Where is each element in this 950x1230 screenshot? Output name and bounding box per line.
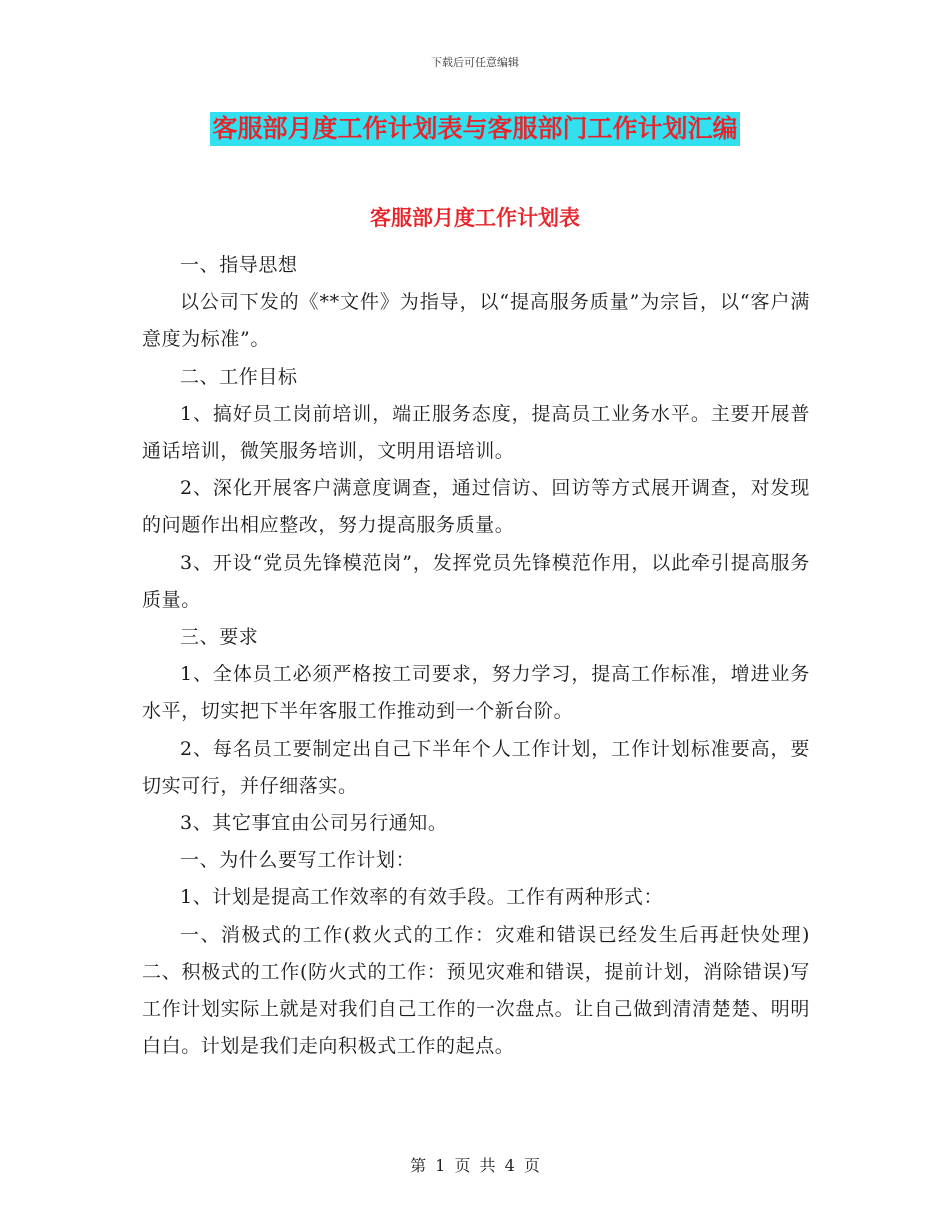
paragraph: 1、全体员工必须严格按工司要求，努力学习，提高工作标准，增进业务水平，切实把下半年客服工作推动到一个新台阶。 — [142, 663, 810, 723]
paragraph: 3、其它事宜由公司另行通知。 — [180, 812, 448, 835]
page-number: 第 1 页 共 4 页 — [410, 1156, 540, 1175]
document-body — [142, 247, 810, 1065]
paragraph: 1、计划是提高工作效率的有效手段。工作有两种形式： — [180, 886, 664, 909]
page-header-note: 下载后可任意编辑 — [431, 56, 519, 69]
sub-title: 客服部月度工作计划表 — [370, 206, 580, 230]
paragraph: 一、为什么要写工作计划： — [180, 849, 416, 872]
main-title: 客服部月度工作计划表与客服部门工作计划汇编 — [210, 112, 739, 146]
main-title-container — [0, 112, 950, 146]
paragraph: 以公司下发的《**文件》为指导，以“提高服务质量”为宗旨，以“客户满意度为标准”。 — [142, 291, 810, 351]
paragraph: 2、每名员工要制定出自己下半年个人工作计划，工作计划标准要高，要切实可行，并仔细落实。 — [142, 737, 810, 797]
paragraph: 2、深化开展客户满意度调查，通过信访、回访等方式展开调查，对发现的问题作出相应整改，努力提高服务质量。 — [142, 477, 810, 537]
paragraph: 3、开设“党员先锋模范岗”，发挥党员先锋模范作用，以此牵引提高服务质量。 — [142, 551, 810, 611]
paragraph: 一、指导思想 — [180, 254, 298, 276]
paragraph: 二、工作目标 — [180, 365, 298, 388]
paragraph: 一、消极式的工作(救火式的工作：灾难和错误已经发生后再赶快处理)二、积极式的工作(防火式的工作：预见灾难和错误，提前计划，消除错误)写工作计划实际上就是对我们自己工作的一次盘点。让自己做到清清楚楚、明明白白。计划是我们走向积极式工作的起点。 — [142, 923, 810, 1058]
paragraph: 1、搞好员工岗前培训，端正服务态度，提高员工业务水平。主要开展普通话培训，微笑服务培训，文明用语培训。 — [142, 402, 810, 463]
paragraph: 三、要求 — [180, 626, 259, 649]
